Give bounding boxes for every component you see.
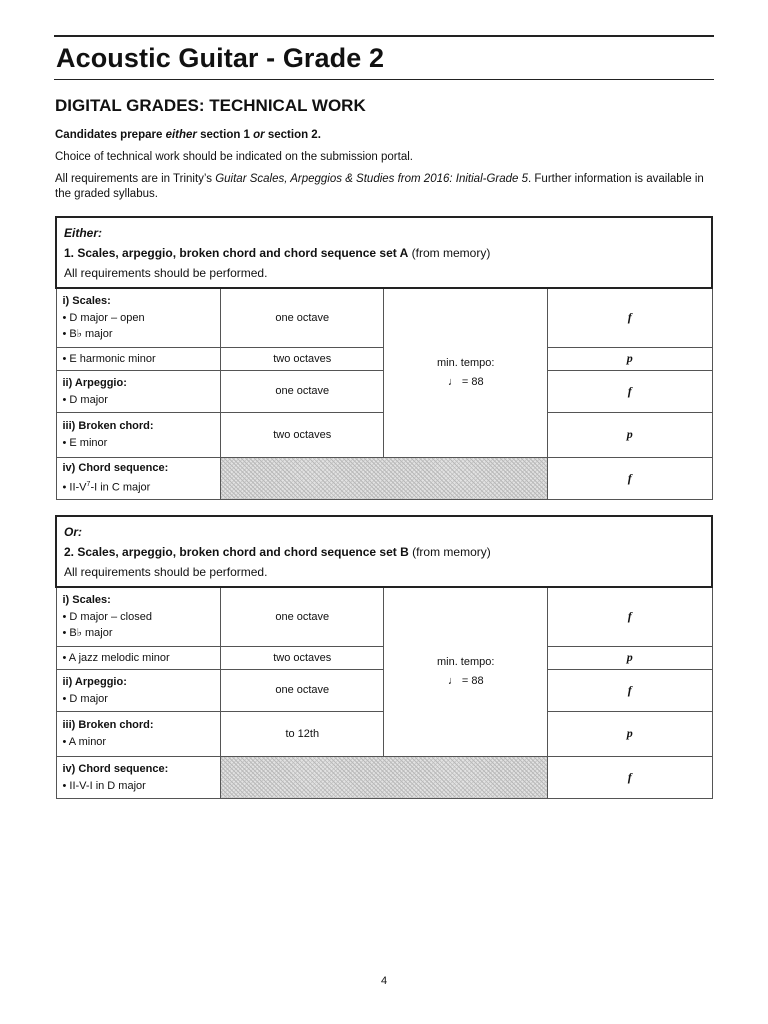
arpeggio-label: ii) Arpeggio: xyxy=(62,376,127,389)
tempo-cell xyxy=(384,587,547,756)
table-row xyxy=(56,288,712,347)
set-a-header xyxy=(56,217,712,288)
scale-item: • D major – closed xyxy=(62,611,152,624)
chord-sequence-label: iv) Chord sequence: xyxy=(62,462,169,475)
page-number: 4 xyxy=(380,975,388,987)
requirement-cell: • E harmonic minor xyxy=(56,347,221,370)
book-title: Guitar Scales, Arpeggios & Studies from 2016: Initial-Grade 5 xyxy=(215,173,529,185)
intro-requirement xyxy=(55,128,715,143)
chord-sequence-label: iv) Chord sequence: xyxy=(62,762,169,775)
dynamic-cell: p xyxy=(547,412,712,457)
arpeggio-label: ii) Arpeggio: xyxy=(62,675,127,688)
chord-superscript: 7 xyxy=(86,481,91,489)
broken-chord-item: • E minor xyxy=(62,437,108,449)
section-heading: DIGITAL GRADES: TECHNICAL WORK xyxy=(55,96,366,115)
scales-label: i) Scales: xyxy=(62,295,111,308)
table-header-row xyxy=(56,217,712,288)
scales-label: i) Scales: xyxy=(62,594,111,607)
requirement-cell xyxy=(56,457,221,499)
set-title-bold: 2. Scales, arpeggio, broken chord and chord sequence set B xyxy=(64,545,409,559)
set-title-bold: 1. Scales, arpeggio, broken chord and chord sequence set A xyxy=(64,246,409,260)
table-row xyxy=(56,756,712,798)
range-cell: one octave xyxy=(221,587,384,646)
scale-item: • D major – open xyxy=(62,312,145,325)
technical-work-table-set-b xyxy=(55,515,713,799)
requirement-cell xyxy=(56,370,221,412)
range-cell: to 12th xyxy=(221,711,384,756)
range-cell: two octaves xyxy=(221,646,384,669)
title-bar xyxy=(54,35,714,80)
requirement-cell: • A jazz melodic minor xyxy=(56,646,221,669)
tempo-label: min. tempo: xyxy=(436,356,495,369)
tempo-value: ♩ = 88 xyxy=(447,375,484,388)
broken-chord-label: iii) Broken chord: xyxy=(62,420,154,432)
intro-choice: Choice of technical work should be indicated on the submission portal. xyxy=(55,151,413,163)
scale-item: • B♭ major xyxy=(62,627,113,640)
set-note: All requirements should be performed. xyxy=(64,266,268,280)
requirement-cell xyxy=(56,412,221,457)
range-cell: two octaves xyxy=(221,412,384,457)
tempo-label: min. tempo: xyxy=(436,655,495,668)
technical-work-table-set-a xyxy=(55,216,713,500)
requirement-cell xyxy=(56,756,221,798)
dynamic-cell: f xyxy=(547,370,712,412)
chord-sequence-item: • II-V-I in D major xyxy=(62,779,146,792)
requirement-cell xyxy=(56,587,221,646)
intro-emphasis: or xyxy=(253,129,265,141)
intro-text: All requirements are in Trinity’s xyxy=(55,173,216,185)
table-row xyxy=(56,587,712,646)
intro-text: section 2. xyxy=(264,129,321,141)
hatched-cell xyxy=(221,457,548,499)
arpeggio-item: • D major xyxy=(62,393,108,406)
set-note: All requirements should be performed. xyxy=(64,565,268,579)
tempo-cell xyxy=(384,288,547,457)
table-header-row xyxy=(56,516,712,587)
requirement-cell xyxy=(56,669,221,711)
dynamic-cell: f xyxy=(547,669,712,711)
tempo-value: ♩ = 88 xyxy=(447,674,484,687)
set-title-rest: (from memory) xyxy=(408,545,491,559)
dynamic-cell: f xyxy=(547,587,712,646)
intro-requirements-source xyxy=(55,172,715,202)
chord-text: -I in C major xyxy=(90,481,151,494)
set-lead: Either: xyxy=(64,226,103,240)
dynamic-cell: p xyxy=(547,711,712,756)
broken-chord-item: • A minor xyxy=(62,736,107,748)
hatched-cell xyxy=(221,756,548,798)
set-title-rest: (from memory) xyxy=(408,246,491,260)
page-title: Acoustic Guitar - Grade 2 xyxy=(56,43,385,73)
set-b-header xyxy=(56,516,712,587)
set-title xyxy=(64,542,704,562)
intro-text: . Further information is available in the graded syllabus. xyxy=(55,173,704,200)
broken-chord-label: iii) Broken chord: xyxy=(62,719,154,731)
chord-sequence-item xyxy=(63,477,215,496)
requirement-cell xyxy=(56,711,221,756)
intro-text: Candidates prepare xyxy=(55,129,166,141)
dynamic-cell: f xyxy=(547,288,712,347)
intro-text: section 1 xyxy=(196,129,254,141)
chord-text: • II-V xyxy=(62,481,87,494)
table-row xyxy=(56,457,712,499)
set-title xyxy=(64,243,704,263)
range-cell: one octave xyxy=(221,288,384,347)
requirement-cell xyxy=(56,288,221,347)
dynamic-cell: p xyxy=(547,347,712,370)
dynamic-cell: f xyxy=(547,457,712,499)
range-cell: one octave xyxy=(221,669,384,711)
scale-item: • B♭ major xyxy=(62,328,113,341)
dynamic-cell: f xyxy=(547,756,712,798)
dynamic-cell: p xyxy=(547,646,712,669)
range-cell: one octave xyxy=(221,370,384,412)
arpeggio-item: • D major xyxy=(62,692,108,705)
range-cell: two octaves xyxy=(221,347,384,370)
set-lead: Or: xyxy=(64,525,82,539)
intro-emphasis: either xyxy=(165,129,197,141)
